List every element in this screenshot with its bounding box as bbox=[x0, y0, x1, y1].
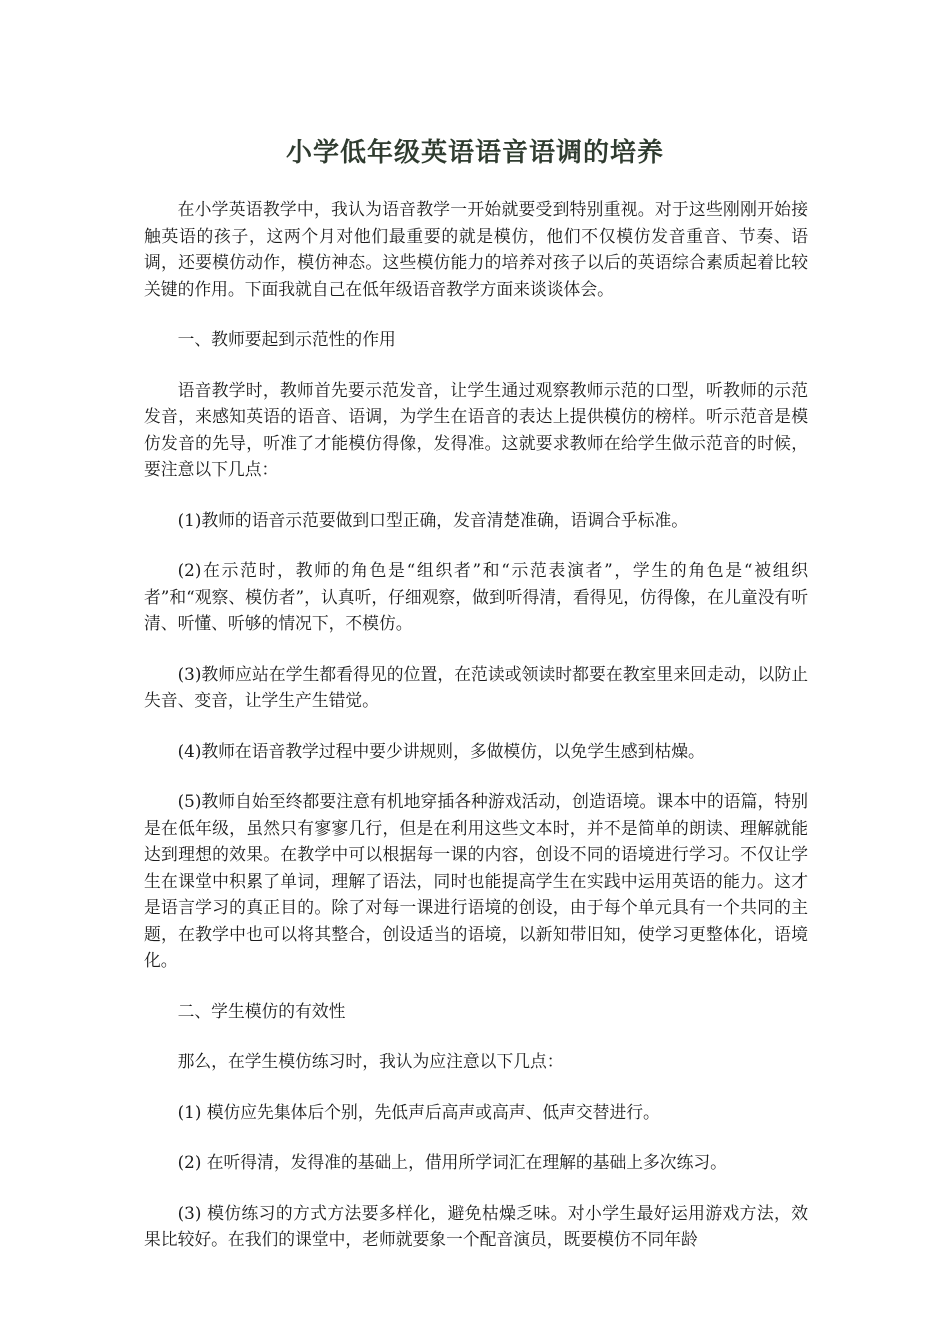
list-item-1: (1)教师的语音示范要做到口型正确，发音清楚准确，语调合乎标准。 bbox=[177, 509, 689, 530]
list-item-3: (3)教师应站在学生都看得见的位置，在范读或领读时都要在教室里来回走动，以防止失音、变音，让学生产生错觉。 bbox=[144, 663, 808, 710]
body-paragraph: 语音教学时，教师首先要示范发音，让学生通过观察教师示范的口型，听教师的示范发音，来感知英语的语音、语调，为学生在语音的表达上提供模仿的榜样。听示范音是模仿发音的先导，听准了才能模仿得像，发得准。这就要求教师在给学生做示范音的时候，要注意以下几点： bbox=[144, 379, 808, 479]
list-item-4: (4)教师在语音教学过程中要少讲规则，多做模仿，以免学生感到枯燥。 bbox=[177, 740, 705, 761]
list-item-2: (2)在示范时，教师的角色是“组织者”和“示范表演者”，学生的角色是“被组织者”和“观察、模仿者”，认真听，仔细观察，做到听得清，看得见，仿得像，在儿童没有听清、听懂、听够的情况下，不模仿。 bbox=[144, 560, 808, 633]
section-heading-2: 二、学生模仿的有效性 bbox=[177, 1000, 346, 1021]
list-item-1: (1) 模仿应先集体后个别，先低声后高声或高声、低声交替进行。 bbox=[177, 1101, 660, 1122]
section-heading-1: 一、教师要起到示范性的作用 bbox=[177, 329, 396, 349]
list-item-3: (3) 模仿练习的方式方法要多样化，避免枯燥乏味。对小学生最好运用游戏方法，效果比较好。在我们的课堂中，老师就要象一个配音演员，既要模仿不同年龄 bbox=[144, 1202, 808, 1249]
body-paragraph: 那么，在学生模仿练习时，我认为应注意以下几点： bbox=[177, 1051, 564, 1071]
list-item-2: (2) 在听得清，发得准的基础上，借用所学词汇在理解的基础上多次练习。 bbox=[177, 1152, 727, 1172]
list-item-5: (5)教师自始至终都要注意有机地穿插各种游戏活动，创造语境。课本中的语篇，特别是在低年级，虽然只有寥寥几行，但是在利用这些文本时，并不是简单的朗读、理解就能达到理想的效果。在教学中可以根据每一课的内容，创设不同的语境进行学习。不仅让学生在课堂中积累了单词，理解了语法，同时也能提高学生在实践中运用英语的能力。这才是语言学习的真正目的。除了对每一课进行语境的创设，由于每个单元具有一个共同的主题，在教学中也可以将其整合，创设适当的语境，以新知带旧知，使学习更整体化，语境化。 bbox=[144, 791, 808, 970]
document-title: 小学低年级英语语音语调的培养 bbox=[285, 138, 664, 168]
document-body bbox=[144, 196, 808, 1277]
intro-paragraph: 在小学英语教学中，我认为语音教学一开始就要受到特别重视。对于这些刚刚开始接触英语的孩子，这两个月对他们最重要的就是模仿，他们不仅模仿发音重音、节奏、语调，还要模仿动作，模仿神态。这些模仿能力的培养对孩子以后的英语综合素质起着比较关键的作用。下面我就自己在低年级语音教学方面来谈谈体会。 bbox=[144, 199, 808, 299]
